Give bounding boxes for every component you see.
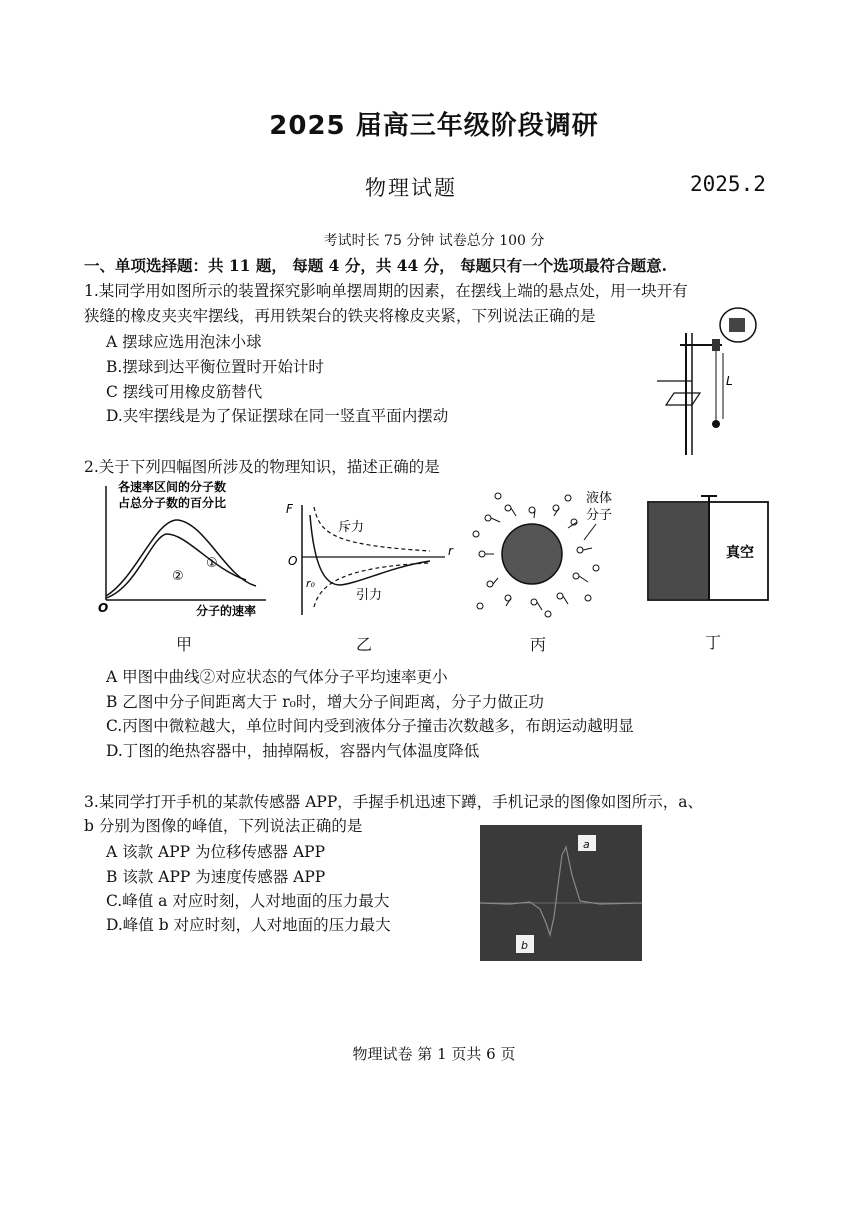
- exam-date: 2025.2: [690, 172, 766, 196]
- q3-stem-line1: 3.某同学打开手机的某款传感器 APP，手握手机迅速下蹲，手机记录的图像如图所示，a、: [84, 793, 704, 811]
- curve-2-label: ②: [172, 569, 184, 584]
- curve-1: [106, 520, 256, 596]
- liquid-label-2: 分子: [586, 508, 613, 523]
- zoom-clamp: [729, 318, 745, 332]
- q2-option-c: C.丙图中微粒越大，单位时间内受到液体分子撞击次数越多，布朗运动越明显: [106, 717, 634, 735]
- jia-origin: O: [98, 601, 109, 615]
- exam-info: 考试时长 75 分钟 试卷总分 100 分: [323, 233, 545, 249]
- pendulum-bob: [712, 420, 720, 428]
- caption-ding: 丁: [705, 633, 722, 652]
- q1-option-b: B.摆球到达平衡位置时开始计时: [106, 358, 324, 376]
- q3-option-a: A 该款 APP 为位移传感器 APP: [106, 843, 326, 861]
- q3-stem-line2: b 分别为图像的峰值，下列说法正确的是: [84, 817, 363, 835]
- peak-b-label: b: [521, 939, 528, 952]
- gas-region: [649, 503, 709, 599]
- caption-jia: 甲: [176, 635, 193, 654]
- yi-ylabel: F: [286, 502, 293, 516]
- yi-xlabel: r: [448, 544, 453, 558]
- jia-xlabel: 分子的速率: [196, 604, 257, 618]
- curve-1-label: ①: [206, 556, 218, 571]
- q1-option-d: D.夹牢摆线是为了保证摆球在同一竖直平面内摆动: [106, 407, 449, 425]
- q3-option-c: C.峰值 a 对应时刻，人对地面的压力最大: [106, 892, 390, 910]
- jia-ylabel-1: 各速率区间的分子数: [118, 480, 227, 494]
- q2-option-d: D.丁图的绝热容器中，抽掉隔板，容器内气体温度降低: [106, 742, 480, 760]
- figure-ding: [646, 492, 772, 604]
- caption-yi: 乙: [356, 635, 373, 654]
- label-pointer: [584, 524, 596, 540]
- repulsion-curve: [314, 507, 430, 551]
- r0-label: r₀: [306, 577, 315, 590]
- exam-title: 2025 届高三年级阶段调研: [269, 111, 599, 141]
- q2-stem: 2.关于下列四幅图所涉及的物理知识，描述正确的是: [84, 458, 440, 476]
- page-footer: 物理试卷 第 1 页共 6 页: [352, 1045, 516, 1063]
- q3-option-d: D.峰值 b 对应时刻，人对地面的压力最大: [106, 916, 391, 934]
- jia-ylabel-2: 占总分子数的百分比: [118, 496, 227, 510]
- q1-stem-line2: 狭缝的橡皮夹夹牢摆线，再用铁架台的铁夹将橡皮夹紧，下列说法正确的是: [84, 307, 596, 325]
- subject-title: 物理试题: [365, 176, 457, 200]
- caption-bing: 丙: [530, 635, 547, 654]
- figure-bing: [468, 488, 628, 620]
- pendulum-figure: [652, 305, 764, 460]
- rubber-clamp: [712, 339, 720, 351]
- q3-option-b: B 该款 APP 为速度传感器 APP: [106, 868, 326, 886]
- base-plate: [666, 393, 700, 405]
- q2-option-b: B 乙图中分子间距离大于 r₀时，增大分子间距离，分子力做正功: [106, 693, 544, 711]
- q2-option-a: A 甲图中曲线②对应状态的气体分子平均速率更小: [106, 668, 448, 686]
- brownian-particle: [502, 524, 562, 584]
- q1-option-a: A 摆球应选用泡沫小球: [106, 333, 262, 351]
- q1-stem-line1: 1.某同学用如图所示的装置探究影响单摆周期的因素，在摆线上端的悬点处，用一块开有: [84, 282, 688, 300]
- attraction-label: 引力: [356, 588, 383, 603]
- sensor-graph-figure: [480, 825, 642, 961]
- vacuum-label: 真空: [726, 545, 754, 561]
- section-heading: 一、单项选择题：共 11 题， 每题 4 分，共 44 分， 每题只有一个选项最符合题意.: [84, 256, 667, 275]
- curve-2: [106, 534, 246, 598]
- liquid-label-1: 液体: [586, 491, 613, 506]
- peak-a-label: a: [583, 838, 590, 851]
- yi-origin: O: [288, 554, 298, 568]
- length-label: L: [726, 374, 733, 388]
- q1-option-c: C 摆线可用橡皮筋替代: [106, 383, 263, 401]
- figure-yi: [280, 495, 460, 620]
- repulsion-label: 斥力: [338, 520, 365, 535]
- figure-jia: [96, 478, 276, 618]
- graph-background: [480, 825, 642, 961]
